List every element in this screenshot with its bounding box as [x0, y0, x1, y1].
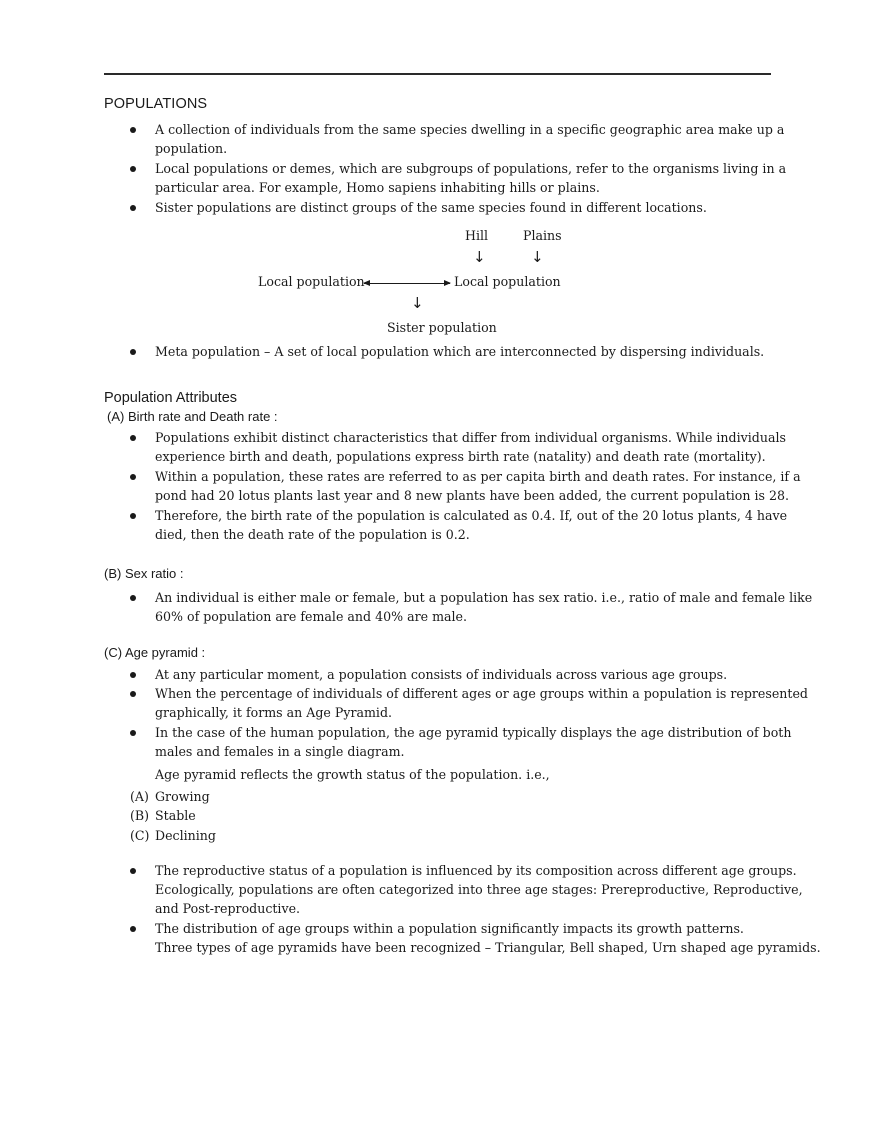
diagram-local-left: Local population [258, 274, 365, 289]
bullet-icon [130, 474, 136, 480]
subheading-sex-ratio: (B) Sex ratio : [104, 566, 184, 581]
bullet-icon [130, 513, 136, 519]
final-bullet-1-line-2: Ecologically, populations are often categorized into three age stages: Prereproductive, Reproductive, [155, 882, 803, 897]
bullet-icon [130, 435, 136, 441]
growth-marker-c: (C) [130, 828, 150, 843]
bullet-icon [130, 205, 136, 211]
populations-bullet-2-line-2: particular area. For example, Homo sapiens inhabiting hills or plains. [155, 180, 600, 195]
sex-bullet-line-1: An individual is either male or female, but a population has sex ratio. i.e., ratio of male and female like [155, 590, 813, 605]
subheading-birth-death: (A) Birth rate and Death rate : [107, 409, 278, 424]
growth-item-a: Growing [155, 789, 210, 804]
populations-bullet-3-line-1: Sister populations are distinct groups of the same species found in different locations. [155, 200, 707, 215]
diagram-local-right: Local population [454, 274, 561, 289]
bullet-icon [130, 730, 136, 736]
final-bullet-1-line-1: The reproductive status of a population is influenced by its composition across different age groups. [155, 863, 797, 878]
diagram-plains: Plains [523, 228, 562, 243]
bullet-icon [130, 868, 136, 874]
populations-bullet-1-line-2: population. [155, 141, 228, 156]
final-bullet-2-line-2: Three types of age pyramids have been recognized – Triangular, Bell shaped, Urn shaped age pyramids. [155, 940, 821, 955]
top-rule [104, 73, 771, 75]
age-bullet-2-line-2: graphically, it forms an Age Pyramid. [155, 705, 393, 720]
birth-bullet-3-line-2: died, then the death rate of the population is 0.2. [155, 527, 470, 542]
diagram-hill: Hill [465, 228, 489, 243]
age-bullet-3-line-2: males and females in a single diagram. [155, 744, 405, 759]
birth-bullet-2-line-1: Within a population, these rates are referred to as per capita birth and death rates. For instance, if a [155, 469, 801, 484]
bullet-icon [130, 672, 136, 678]
age-note: Age pyramid reflects the growth status of the population. i.e., [155, 767, 550, 782]
age-bullet-3-line-1: In the case of the human population, the age pyramid typically displays the age distribution of both [155, 725, 792, 740]
diagram-sister: Sister population [387, 320, 497, 335]
down-arrow-icon: ↓ [531, 248, 544, 266]
growth-item-c: Declining [155, 828, 216, 843]
growth-marker-b: (B) [130, 808, 150, 823]
birth-bullet-3-line-1: Therefore, the birth rate of the population is calculated as 0.4. If, out of the 20 lotus plants, 4 have [155, 508, 788, 523]
meta-bullet: Meta population – A set of local population which are interconnected by dispersing individuals. [155, 344, 765, 359]
down-arrow-icon: ↓ [411, 294, 424, 312]
bullet-icon [130, 595, 136, 601]
birth-bullet-1-line-2: experience birth and death, populations express birth rate (natality) and death rate (mortality). [155, 449, 766, 464]
bullet-icon [130, 691, 136, 697]
birth-bullet-2-line-2: pond had 20 lotus plants last year and 8 new plants have been added, the current population is 28. [155, 488, 790, 503]
populations-bullet-2-line-1: Local populations or demes, which are subgroups of populations, refer to the organisms living in a [155, 161, 787, 176]
populations-bullet-1-line-1: A collection of individuals from the same species dwelling in a specific geographic area make up a [155, 122, 785, 137]
final-bullet-1-line-3: and Post-reproductive. [155, 901, 301, 916]
final-bullet-2-line-1: The distribution of age groups within a population significantly impacts its growth patterns. [155, 921, 744, 936]
growth-item-b: Stable [155, 808, 196, 823]
bullet-icon [130, 127, 136, 133]
bullet-icon [130, 926, 136, 932]
age-bullet-1: At any particular moment, a population consists of individuals across various age groups. [155, 667, 728, 682]
age-bullet-2-line-1: When the percentage of individuals of different ages or age groups within a population is represented [155, 686, 808, 701]
sex-bullet-line-2: 60% of population are female and 40% are male. [155, 609, 468, 624]
bullet-icon [130, 349, 136, 355]
double-arrow-icon [364, 283, 450, 284]
heading-populations: POPULATIONS [104, 96, 208, 112]
birth-bullet-1-line-1: Populations exhibit distinct characteristics that differ from individual organisms. While individuals [155, 430, 786, 445]
growth-marker-a: (A) [130, 789, 149, 804]
bullet-icon [130, 166, 136, 172]
down-arrow-icon: ↓ [473, 248, 486, 266]
subheading-age-pyramid: (C) Age pyramid : [104, 645, 206, 660]
heading-attributes: Population Attributes [104, 390, 238, 406]
